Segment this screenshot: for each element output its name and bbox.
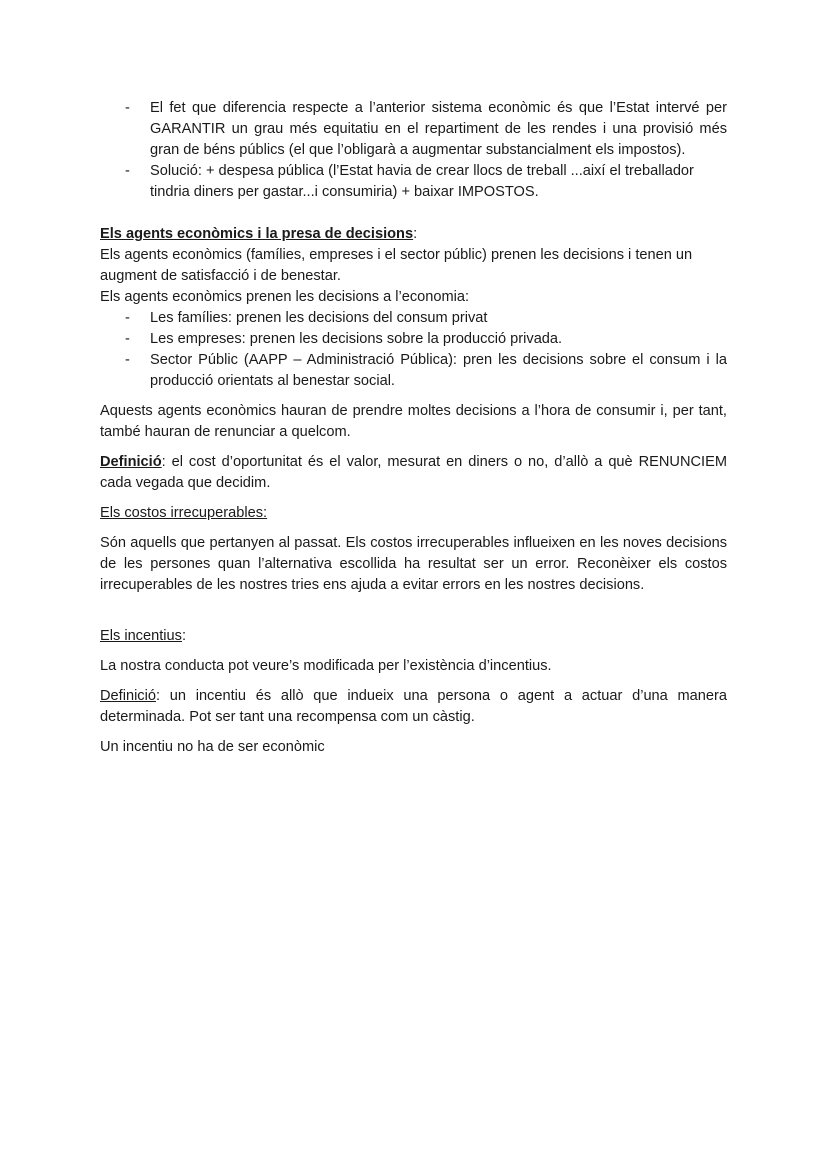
list-item-text: Les famílies: prenen les decisions del consum privat [150, 310, 488, 326]
intro-list [100, 98, 727, 203]
list-item [100, 161, 727, 203]
list-item-text: El fet que diferencia respecte a l’anterior sistema econòmic és que l’Estat intervé per GARANTIR un grau més equitatiu en el repartiment de les rendes i una provisió més gran de béns públics (el que l’obligarà a augmentar substancialment els impostos). [150, 100, 727, 158]
list-item-text: Sector Públic (AAPP – Administració Pública): pren les decisions sobre el consum i la producció orientats al benestar social. [150, 352, 727, 389]
paragraph: Són aquells que pertanyen al passat. Els costos irrecuperables influeixen en les noves decisions de les persones quan l’alternativa escollida ha resultat ser un error. Reconèixer els costos irrecuperables de les nostres tries ens ajuda a evitar errors en les nostres decisions. [100, 535, 727, 593]
list-dash: - [125, 100, 130, 116]
list-dash: - [125, 163, 130, 179]
definition-label: Definició [100, 688, 156, 704]
paragraph: Els agents econòmics (famílies, empreses i el sector públic) prenen les decisions i tenen un augment de satisfacció i de benestar. [100, 247, 693, 284]
section-heading-incentius [100, 626, 727, 647]
definition-text: : un incentiu és allò que indueix una persona o agent a actuar d’una manera determinada. Pot ser tant una recompensa com un càstig. [100, 688, 727, 725]
paragraph: Aquests agents econòmics hauran de prendre moltes decisions a l’hora de consumir i, per tant, també hauran de renunciar a quelcom. [100, 403, 727, 440]
document-page [100, 98, 727, 758]
list-item-text: Solució: + despesa pública (l’Estat havia de crear llocs de treball ...així el treballador tindria diners per gastar...i consumiria) + baixar IMPOSTOS. [150, 163, 694, 200]
definition-paragraph [100, 452, 727, 494]
section-heading-costos: Els costos irrecuperables: [100, 505, 268, 521]
section-heading-text: Els incentius [100, 628, 182, 644]
agents-list [100, 308, 727, 392]
heading-colon: : [413, 226, 418, 242]
paragraph: Els agents econòmics prenen les decisions a l’economia: [100, 289, 470, 305]
definition-label: Definició [100, 454, 162, 470]
list-dash: - [125, 310, 130, 326]
paragraph: Un incentiu no ha de ser econòmic [100, 739, 325, 755]
section-heading-agents [100, 224, 727, 245]
list-item [100, 329, 727, 350]
paragraph: La nostra conducta pot veure’s modificada per l’existència d’incentius. [100, 658, 552, 674]
definition-text: : el cost d’oportunitat és el valor, mesurat en diners o no, d’allò a què RENUNCIEM cada vegada que decidim. [100, 454, 727, 491]
definition-paragraph [100, 686, 727, 728]
list-dash: - [125, 331, 130, 347]
list-item [100, 98, 727, 161]
list-item [100, 308, 727, 329]
list-item-text: Les empreses: prenen les decisions sobre la producció privada. [150, 331, 563, 347]
section-heading-text: Els agents econòmics i la presa de decisions [100, 226, 414, 242]
list-item [100, 350, 727, 392]
list-dash: - [125, 352, 130, 368]
heading-colon: : [181, 628, 186, 644]
